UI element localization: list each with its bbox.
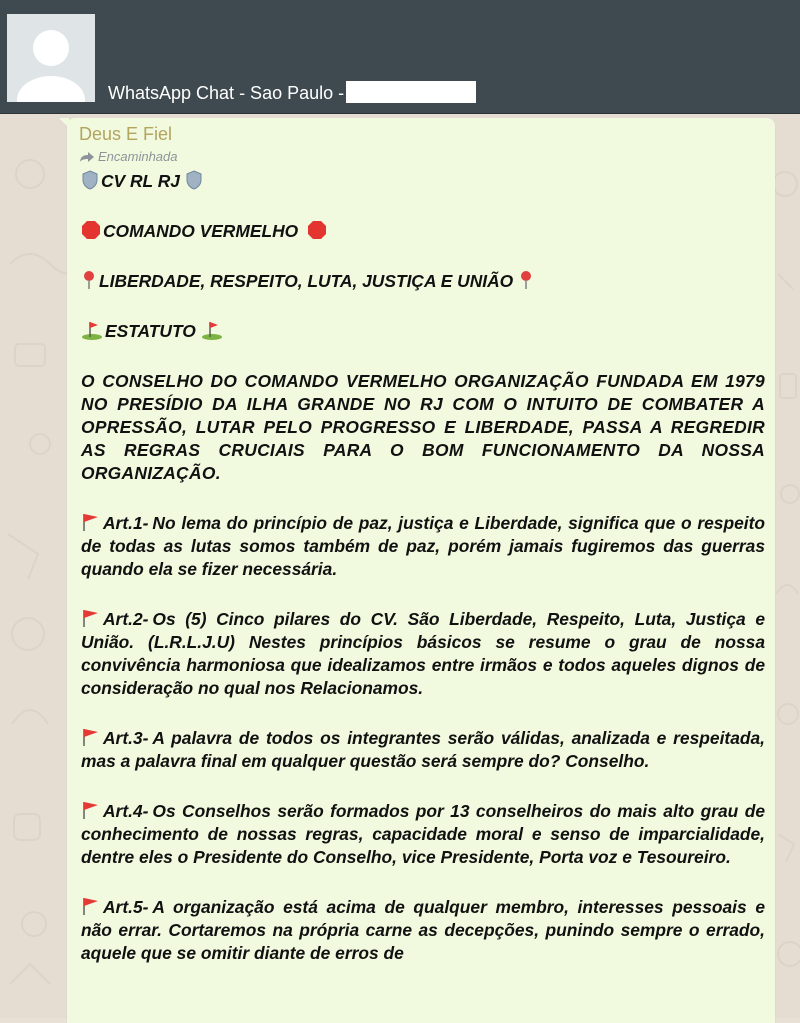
red-flag-icon	[81, 896, 101, 916]
article-number: Art.4-	[103, 801, 149, 821]
pin-icon	[518, 270, 534, 290]
shield-icon	[185, 170, 203, 190]
title-comando-vermelho: COMANDO VERMELHO	[103, 221, 299, 241]
article-5	[81, 896, 765, 965]
article-text: A organização está acima de qualquer membro, interesses pessoais e não errar. Cortaremos na própria carne as decepções, punindo sempre o errado, aquele que se omitir diante de erros de	[81, 897, 765, 963]
message-bubble[interactable]	[67, 118, 775, 1023]
red-flag-icon	[81, 512, 101, 532]
article-text: Os (5) Cinco pilares do CV. São Liberdade, Respeito, Luta, Justiça e União. (L.R.L.J.U) Nestes princípios básicos se resume o grau de nossa convivência harmoniosa que idealizamos entre irmãos e todos aqueles dignos de consideração no qual nos Relacionamos.	[81, 609, 765, 698]
forwarded-label: Encaminhada	[98, 149, 178, 164]
forward-arrow-icon	[79, 151, 95, 163]
shield-icon	[81, 170, 99, 190]
article-number: Art.2-	[103, 609, 149, 629]
stop-sign-icon	[81, 220, 101, 240]
intro-paragraph: O CONSELHO DO COMANDO VERMELHO ORGANIZAÇÃO FUNDADA EM 1979 NO PRESÍDIO DA ILHA GRANDE NO RJ COM O INTUITO DE COMBATER A OPRESSÃO, LUTAR PELO PROGRESSO E LIBERDADE, PASSA A REGREDIR AS REGRAS CRUCIAIS PARA O BOM FUNCIONAMENTO DA NOSSA ORGANIZAÇÃO.	[81, 371, 765, 483]
sender-name[interactable]: Deus E Fiel	[79, 124, 173, 144]
article-2	[81, 608, 765, 700]
default-avatar-icon	[7, 14, 95, 102]
article-text: No lema do princípio de paz, justiça e Liberdade, significa que o respeito de todas as lutas somos também de paz, porém jamais fugiremos das guerras quando ela se fizer necessária.	[81, 513, 765, 579]
article-number: Art.1-	[103, 513, 149, 533]
header-line-motto	[81, 270, 765, 293]
forwarded-indicator	[79, 149, 178, 164]
article-text: A palavra de todos os integrantes serão válidas, analizada e respeitada, mas a palavra final em qualquer questão será sempre do? Conselho.	[81, 728, 765, 771]
motto-text: LIBERDADE, RESPEITO, LUTA, JUSTIÇA E UNIÃO	[99, 271, 514, 291]
stop-sign-icon	[307, 220, 327, 240]
article-1	[81, 512, 765, 581]
statute-title: ESTATUTO	[105, 321, 196, 341]
header-line-cv	[81, 170, 765, 193]
pin-icon	[81, 270, 97, 290]
golf-flag-icon	[81, 320, 103, 340]
article-4	[81, 800, 765, 869]
article-text: Os Conselhos serão formados por 13 conselheiros do mais alto grau de conhecimento de nossas regras, capacidade moral e senso de imparcialidade, dentre eles o Presidente do Conselho, vice Presidente, Porta voz e Tesoureiro.	[81, 801, 765, 867]
golf-flag-icon	[201, 320, 223, 340]
article-3	[81, 727, 765, 773]
red-flag-icon	[81, 727, 101, 747]
redacted-name-box	[346, 81, 476, 103]
article-number: Art.5-	[103, 897, 149, 917]
message-text	[81, 170, 765, 965]
avatar[interactable]	[7, 14, 95, 102]
title-cv-rl-rj: CV RL RJ	[101, 171, 180, 191]
chat-title-text: WhatsApp Chat - Sao Paulo -	[108, 83, 345, 103]
chat-title[interactable]	[108, 81, 476, 104]
article-number: Art.3-	[103, 728, 149, 748]
header-line-comando	[81, 220, 765, 243]
header-line-statute	[81, 320, 765, 343]
red-flag-icon	[81, 608, 101, 628]
red-flag-icon	[81, 800, 101, 820]
chat-header	[0, 0, 800, 114]
